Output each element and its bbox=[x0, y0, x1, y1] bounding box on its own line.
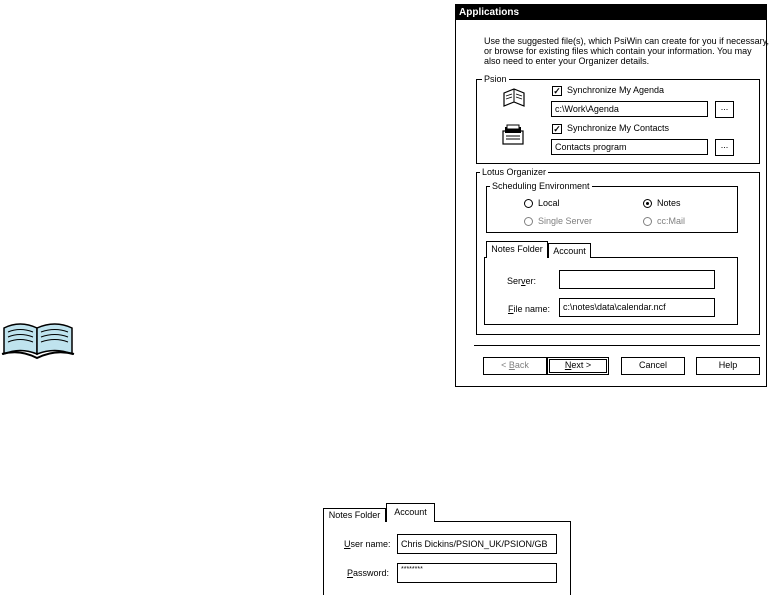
account-panel bbox=[321, 503, 571, 593]
password-label: Password: bbox=[347, 568, 390, 578]
tab-account[interactable]: Account bbox=[548, 243, 591, 258]
file-name-label: File name: bbox=[508, 304, 551, 314]
tab-notes-folder[interactable]: Notes Folder bbox=[486, 241, 548, 258]
agenda-path-field[interactable]: c:\Work\Agenda bbox=[551, 101, 708, 117]
cancel-button[interactable]: Cancel bbox=[621, 357, 685, 375]
password-field[interactable]: ******** bbox=[397, 563, 557, 583]
user-name-label: User name: bbox=[344, 539, 391, 549]
radio-single-server-label: Single Server bbox=[538, 216, 593, 226]
lotus-legend: Lotus Organizer bbox=[482, 167, 547, 177]
next-button[interactable]: Next > bbox=[547, 357, 609, 375]
agenda-check-label: Synchronize My Agenda bbox=[567, 85, 665, 95]
agenda-checkbox[interactable]: ✓ bbox=[553, 86, 561, 96]
scheduling-legend: Scheduling Environment bbox=[492, 181, 590, 191]
contacts-icon bbox=[500, 123, 526, 147]
contacts-path-field[interactable]: Contacts program bbox=[551, 139, 708, 155]
server-field[interactable] bbox=[559, 270, 715, 289]
button-divider bbox=[474, 345, 760, 346]
book-icon bbox=[0, 318, 76, 360]
back-button[interactable]: < Back bbox=[483, 357, 547, 375]
lower-tab-notes-folder[interactable]: Notes Folder bbox=[323, 508, 386, 522]
intro-text: Use the suggested file(s), which PsiWin can create for you if necessary, or browse for existing files which contain your information. You may also need to enter your Organizer details. bbox=[484, 36, 769, 66]
agenda-icon bbox=[502, 87, 526, 109]
user-name-field[interactable]: Chris Dickins/PSION_UK/PSION/GB bbox=[397, 534, 557, 554]
applications-dialog bbox=[455, 4, 767, 387]
agenda-browse-button[interactable]: ... bbox=[715, 101, 734, 118]
radio-ccmail-label: cc:Mail bbox=[657, 216, 686, 226]
radio-ccmail[interactable] bbox=[643, 217, 652, 226]
radio-local[interactable] bbox=[524, 199, 533, 208]
psion-legend: Psion bbox=[484, 74, 507, 84]
help-button[interactable]: Help bbox=[696, 357, 760, 375]
contacts-check-label: Synchronize My Contacts bbox=[567, 123, 670, 133]
account-tab-panel bbox=[323, 521, 571, 595]
radio-notes-label: Notes bbox=[657, 198, 681, 208]
contacts-checkbox[interactable]: ✓ bbox=[553, 124, 561, 134]
contacts-browse-button[interactable]: ... bbox=[715, 139, 734, 156]
scheduling-group bbox=[486, 186, 738, 233]
radio-local-label: Local bbox=[538, 198, 560, 208]
radio-single-server[interactable] bbox=[524, 217, 533, 226]
server-label: Server: bbox=[507, 276, 537, 286]
lower-tab-account[interactable]: Account bbox=[386, 503, 435, 522]
dialog-title: Applications bbox=[456, 5, 766, 20]
radio-notes[interactable] bbox=[643, 199, 652, 208]
file-name-field[interactable]: c:\notes\data\calendar.ncf bbox=[559, 298, 715, 317]
